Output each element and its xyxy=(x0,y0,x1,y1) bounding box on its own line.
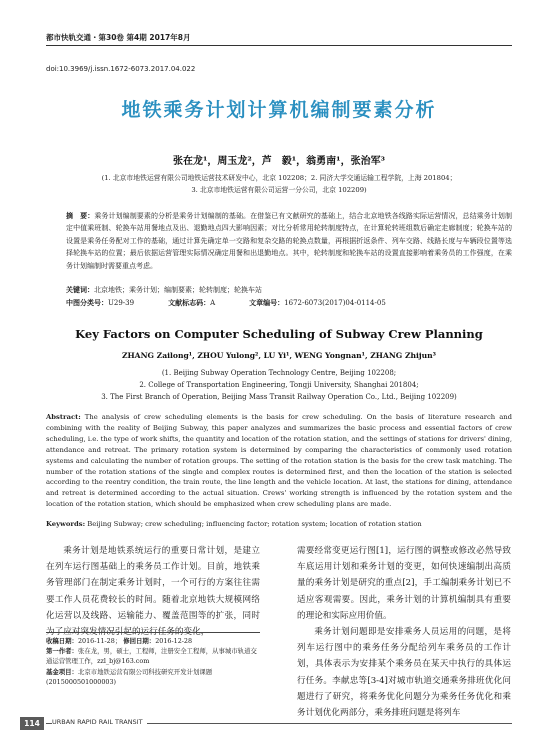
footnote-dates: 收稿日期：2016-11-28； 修回日期：2016-12-28 xyxy=(46,637,193,645)
doi: doi:10.3969/j.issn.1672-6073.2017.04.022 xyxy=(46,65,196,73)
footnote-rule xyxy=(46,632,260,633)
footer-journal: URBAN RAPID RAIL TRANSIT xyxy=(52,718,147,726)
body-column-right xyxy=(297,543,511,721)
keywords-cn-label: 关键词： xyxy=(66,285,94,294)
article-number: 文章编号：1672-6073(2017)04-0114-05 xyxy=(249,298,386,307)
footnote-author: 第一作者：张在龙，男，硕士，工程师，注册安全工程师，从事城市轨道交通运营管理工作，zzl_bj@163.com xyxy=(46,647,257,666)
keywords-cn xyxy=(66,285,512,295)
classification-line xyxy=(66,298,512,308)
abstract-cn-text: 乘务计划编制要素的分析是乘务计划编制的基础。在借鉴已有文献研究的基础上，结合北京地铁各线路实际运营情况，总结乘务计划制定中值乘班制、轮换车站用餐地点及出、退勤地点四大影响因素；对比分析常用轮转制度特点，在计算轮转班组数后确定走廊制度；轮换车站的设置是乘务任务配对工作的基础，通过计算先确定单一交路和复杂交路的轮换点数量，再根据折返条件、列车交路、线路长度与车辆段位置等选择轮换车站的位置；最后依据运营管理实际情况确定用餐和出退勤地点。其中，轮转制度和轮换车站的设置直接影响着乘务员的工作强度，在乘务计划编制时需要重点考虑。 xyxy=(66,212,513,270)
abstract-cn-label: 摘 要： xyxy=(66,211,95,220)
document-code: 文献标志码：A xyxy=(168,298,216,307)
abstract-cn xyxy=(66,210,512,272)
keywords-en xyxy=(46,520,512,528)
affiliation-en-2: 2. College of Transportation Engineering, Tongji University, Shanghai 201804; xyxy=(139,381,419,389)
journal-header: 都市快轨交通・第30卷 第4期 2017年8月 xyxy=(46,33,191,42)
keywords-en-label: Keywords: xyxy=(46,520,86,528)
page-number: 114 xyxy=(20,717,44,730)
body-column-left xyxy=(46,543,260,640)
affiliation-cn-2: 3. 北京市地铁运营有限公司运营一分公司，北京 102209) xyxy=(191,186,367,194)
body-paragraph: 乘务计划问题即是安排乘务人员运用的问题，是将列车运行图中的乘务任务分配给列车乘务员的工作计划，具体表示为安排某个乘务员在某天中执行的具体运行任务。李献忠等[3-4]对城市轨道交通乘务排班优化问题进行了研究，将乘务优化问题分为乘务任务优化和乘务计划优化两部分，乘务排班问题是将列车 xyxy=(297,627,511,719)
header-rule xyxy=(46,45,512,46)
title-en: Key Factors on Computer Scheduling of Subway Crew Planning xyxy=(75,327,483,341)
affiliation-en-3: 3. The First Branch of Operation, Beijing Mass Transit Railway Operation Co., Ltd., Beijing 102209) xyxy=(101,393,457,401)
abstract-en-label: Abstract: xyxy=(46,413,81,421)
clc-number: 中图分类号：U29-39 xyxy=(66,298,135,307)
title-cn: 地铁乘务计划计算机编制要素分析 xyxy=(121,99,437,121)
abstract-en-text: The analysis of crew scheduling elements is the basis for crew scheduling. On the basis of literature research and combining with the reality of Beijing Subway, this paper analyzes and summarizes the basic process and essential factors of crew scheduling, i.e. the type of work shifts, the quantity and location of the rotation station, and the settings of stations for drivers' dining, attendance and retreat. The primary rotation system is determined by comparing the characteristics of commonly used rotation systems and calculating the number of rotation groups. The setting of the rotation station is the basis for the crew task matching. The number of the rotation stations of the single and complex routes is determined first, and then the location of the station is selected according to the reentry condition, the train route, the line length and the vehicle location. At last, the stations for dining, attendance and retreat is determined according to the actual situation. Crews' working strength is influenced by the rotation system and the location of the rotation station, which should be emphasized when crew scheduling plans are made. xyxy=(46,413,512,509)
abstract-en xyxy=(46,412,512,510)
keywords-en-text: Beijing Subway; crew scheduling; influencing factor; rotation system; location of rotation station xyxy=(87,520,422,528)
authors-en: ZHANG Zailong¹, ZHOU Yulong², LU Yi¹, WENG Yongnan¹, ZHANG Zhijun³ xyxy=(121,351,437,360)
affiliation-cn-1: (1. 北京市地铁运营有限公司地铁运营技术研发中心，北京 102208；2. 同济大学交通运输工程学院，上海 201804； xyxy=(101,174,457,182)
body-paragraph: 乘务计划是地铁系统运行的重要日常计划，是建立在列车运行图基础上的乘务员工作计划。目前，地铁乘务管理部门在制定乘务计划时，一个可行的方案往往需要工作人员花费较长的时间。随着北京地铁大规模网络化运营以及线路、运输能力、覆盖范围等的扩张，同时为了应对突发情况引起的运行任务的变化， xyxy=(46,546,260,638)
authors-cn: 张在龙¹，周玉龙²，芦 毅¹，翁勇南¹，张治军³ xyxy=(173,156,385,167)
footnote-fund: 基金项目：北京市地铁运营有限公司科技研究开发计划课题(2015000501000003) xyxy=(46,667,213,686)
affiliation-en-1: (1. Beijing Subway Operation Technology Centre, Beijing 102208; xyxy=(161,369,397,377)
body-paragraph: 需要经常变更运行图[1]，运行图的调整或修改必然导致车底运用计划和乘务计划的变更，如何快速编制出高质量的乘务计划是研究的重点[2]，手工编制乘务计划已不适应客观需要。因此，乘务计划的计算机编制具有重要的理论和实际应用价值。 xyxy=(297,546,511,621)
keywords-cn-text: 北京地铁；乘务计划；编制要素；轮转制度；轮换车站 xyxy=(94,286,262,294)
footnote xyxy=(46,636,260,687)
